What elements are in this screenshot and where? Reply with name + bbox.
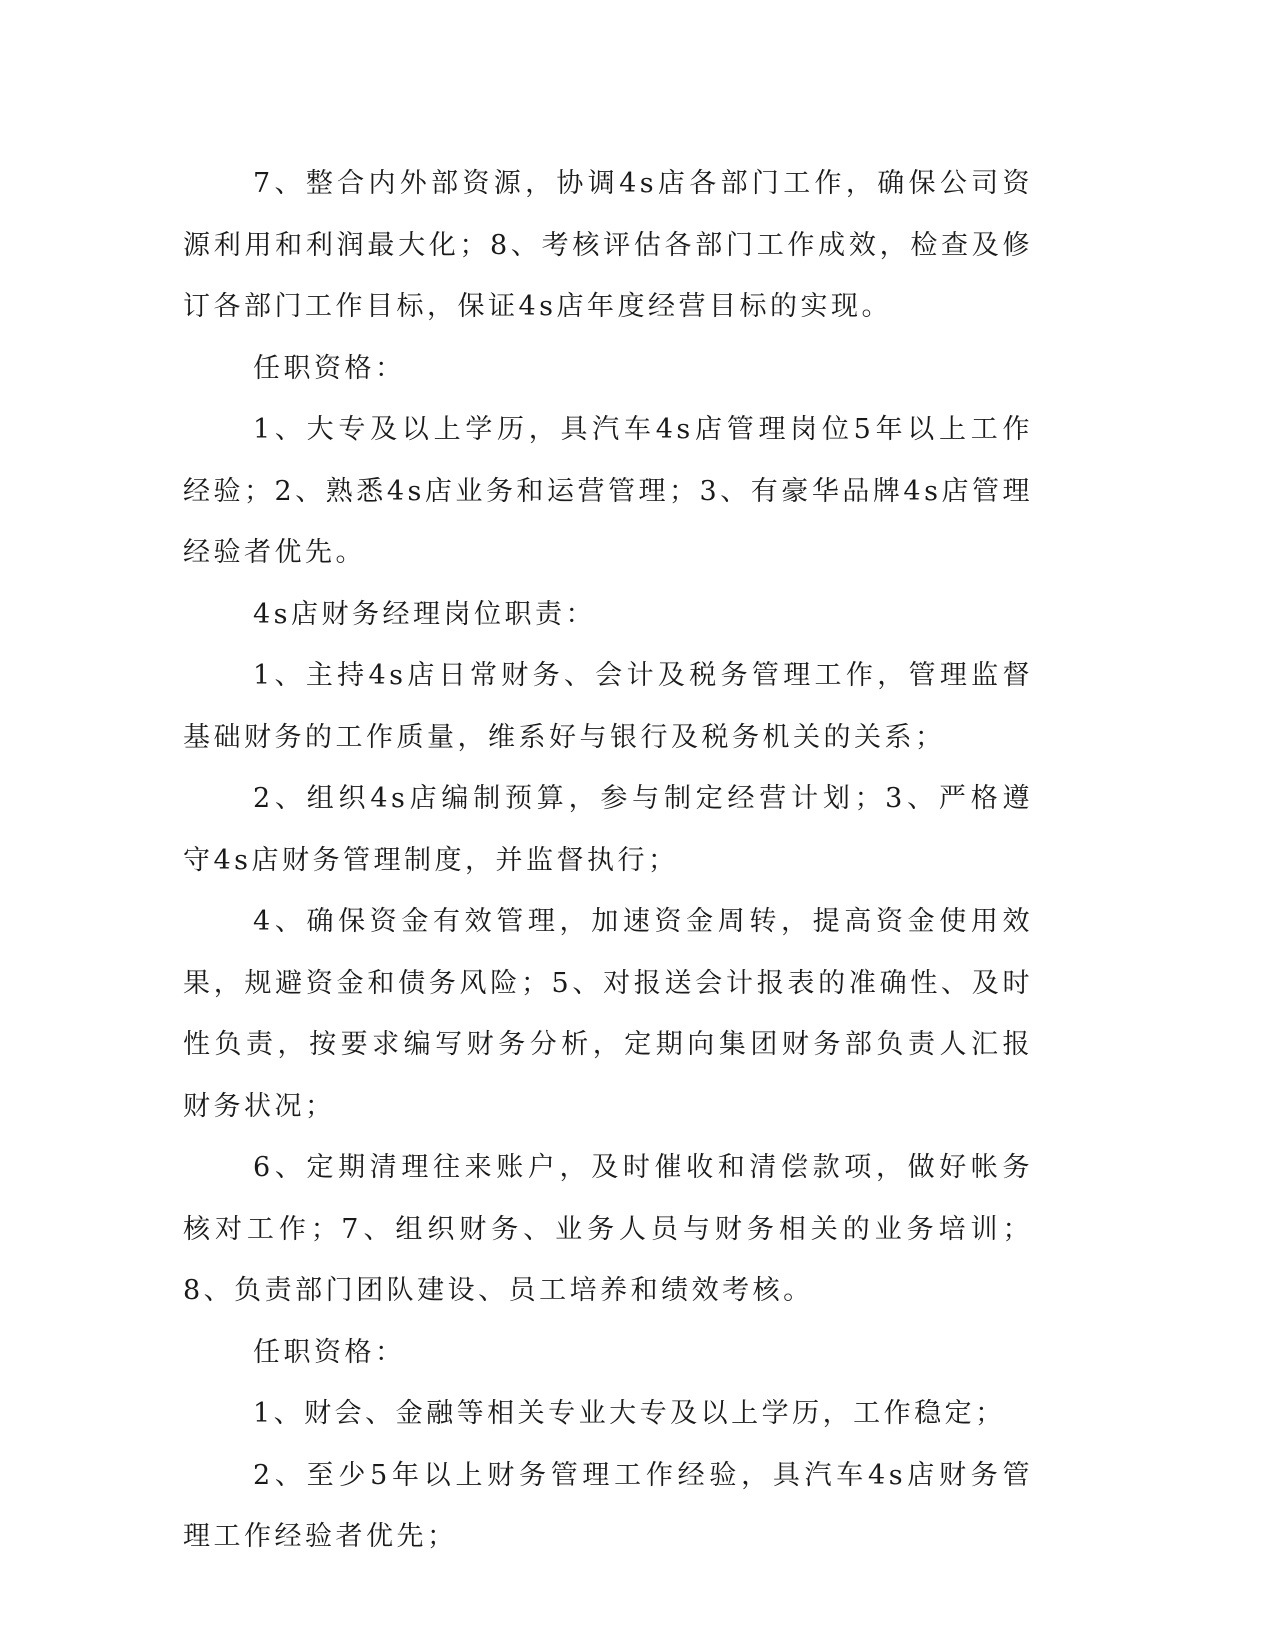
paragraph-finance-duty-6-8: 6、定期清理往来账户，及时催收和清偿款项，做好帐务核对工作；7、组织财务、业务人员与财务相关的业务培训；8、负责部门团队建设、员工培养和绩效考核。 xyxy=(183,1152,1033,1306)
document-body xyxy=(183,153,1033,1568)
heading-qualifications-finance-manager: 任职资格： xyxy=(253,1336,406,1368)
paragraph-finance-qualification-2: 2、至少5年以上财务管理工作经验，具汽车4s店财务管理工作经验者优先； xyxy=(183,1459,1033,1552)
paragraph-finance-duty-4-5: 4、确保资金有效管理，加速资金周转，提高资金使用效果，规避资金和债务风险；5、对报送会计报表的准确性、及时性负责，按要求编写财务分析，定期向集团财务部负责人汇报财务状况； xyxy=(183,906,1033,1122)
paragraph-finance-qualification-1: 1、财会、金融等相关专业大专及以上学历，工作稳定； xyxy=(253,1398,1006,1429)
heading-finance-manager-duties: 4s店财务经理岗位职责： xyxy=(253,598,597,630)
heading-qualifications-general-manager: 任职资格： xyxy=(253,352,406,384)
paragraph-responsibilities-7-8: 7、整合内外部资源，协调4s店各部门工作，确保公司资源利用和利润最大化；8、考核评估各部门工作成效，检查及修订各部门工作目标，保证4s店年度经营目标的实现。 xyxy=(183,168,1033,322)
paragraph-finance-duty-1: 1、主持4s店日常财务、会计及税务管理工作，管理监督基础财务的工作质量，维系好与银行及税务机关的关系； xyxy=(183,660,1033,753)
paragraph-qualifications-general-manager: 1、大专及以上学历，具汽车4s店管理岗位5年以上工作经验；2、熟悉4s店业务和运营管理；3、有豪华品牌4s店管理经验者优先。 xyxy=(183,414,1033,568)
paragraph-finance-duty-2-3: 2、组织4s店编制预算，参与制定经营计划；3、严格遵守4s店财务管理制度，并监督执行； xyxy=(183,783,1033,876)
